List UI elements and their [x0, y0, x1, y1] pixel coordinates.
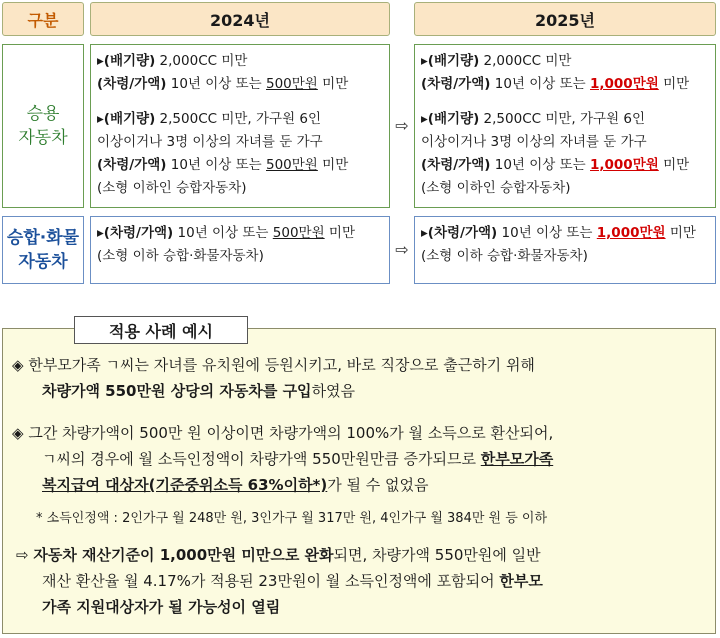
row-label-passenger: 승용 자동차: [2, 44, 84, 208]
line: ▸(배기량) 2,000CC 미만: [97, 53, 248, 69]
arrow-icon: ⇨: [16, 546, 29, 564]
line: ◈ 그간 차량가액이 500만 원 이상이면 차량가액의 100%가 월 소득으로 환산되어,: [12, 424, 554, 442]
cell-2025-passenger: [414, 44, 716, 208]
arrow-icon: ⇨: [395, 115, 409, 135]
example-paragraph-1: [12, 352, 712, 404]
diamond-bullet-icon: ◈: [12, 424, 24, 442]
line: 이상이거나 3명 이상의 자녀를 둔 가구: [421, 134, 647, 150]
example-paragraph-2: [12, 420, 712, 498]
cell-2024-passenger: [90, 44, 390, 208]
line: ⇨ 자동차 재산기준이 1,000만원 미만으로 완화되면, 차량가액 550만원에 일반: [16, 546, 541, 564]
line: ▸(차령/가액) 10년 이상 또는 500만원 미만: [97, 225, 356, 241]
example-paragraph-3: [16, 542, 716, 620]
line: ㄱ씨의 경우에 월 소득인정액이 차량가액 550만원만큼 증가되므로 한부모가족: [42, 450, 554, 468]
line: 복지급여 대상자(기준중위소득 63%이하*)가 될 수 없었음: [42, 476, 429, 494]
line: (소형 이하 승합·화물자동차): [97, 248, 264, 264]
cell-2024-cargo: [90, 216, 390, 284]
income-note: * 소득인정액 : 2인가구 월 248만 원, 3인가구 월 317만 원, 4인가구 월 384만 원 등 이하: [36, 511, 548, 526]
line: (차령/가액) 10년 이상 또는 1,000만원 미만: [421, 157, 690, 173]
line: (소형 이하인 승합자동차): [421, 180, 571, 196]
line: ◈ 한부모가족 ㄱ씨는 자녀를 유치원에 등원시키고, 바로 직장으로 출근하기 위해: [12, 356, 535, 374]
cell-2025-cargo: [414, 216, 716, 284]
line: (차령/가액) 10년 이상 또는 1,000만원 미만: [421, 76, 690, 92]
line: (차령/가액) 10년 이상 또는 500만원 미만: [97, 157, 349, 173]
header-2024: 2024년: [90, 2, 390, 36]
line: ▸(배기량) 2,500CC 미만, 가구원 6인: [97, 111, 322, 127]
line: ▸(배기량) 2,000CC 미만: [421, 53, 572, 69]
line: (차령/가액) 10년 이상 또는 500만원 미만: [97, 76, 349, 92]
diamond-bullet-icon: ◈: [12, 356, 24, 374]
line: 재산 환산율 월 4.17%가 적용된 23만원이 월 소득인정액에 포함되어 한부모: [42, 572, 543, 590]
header-category: 구분: [2, 2, 84, 36]
line: ▸(배기량) 2,500CC 미만, 가구원 6인: [421, 111, 646, 127]
line: 차량가액 550만원 상당의 자동차를 구입하였음: [42, 382, 356, 400]
line: (소형 이하 승합·화물자동차): [421, 248, 588, 264]
arrow-icon: ⇨: [395, 239, 409, 259]
example-title: 적용 사례 예시: [74, 316, 248, 344]
line: ▸(차령/가액) 10년 이상 또는 1,000만원 미만: [421, 225, 696, 241]
row-label-cargo: 승합·화물 자동차: [2, 216, 84, 284]
line: 이상이거나 3명 이상의 자녀를 둔 가구: [97, 134, 323, 150]
header-2025: 2025년: [414, 2, 716, 36]
line: 가족 지원대상자가 될 가능성이 열림: [42, 598, 281, 616]
line: (소형 이하인 승합자동차): [97, 180, 247, 196]
